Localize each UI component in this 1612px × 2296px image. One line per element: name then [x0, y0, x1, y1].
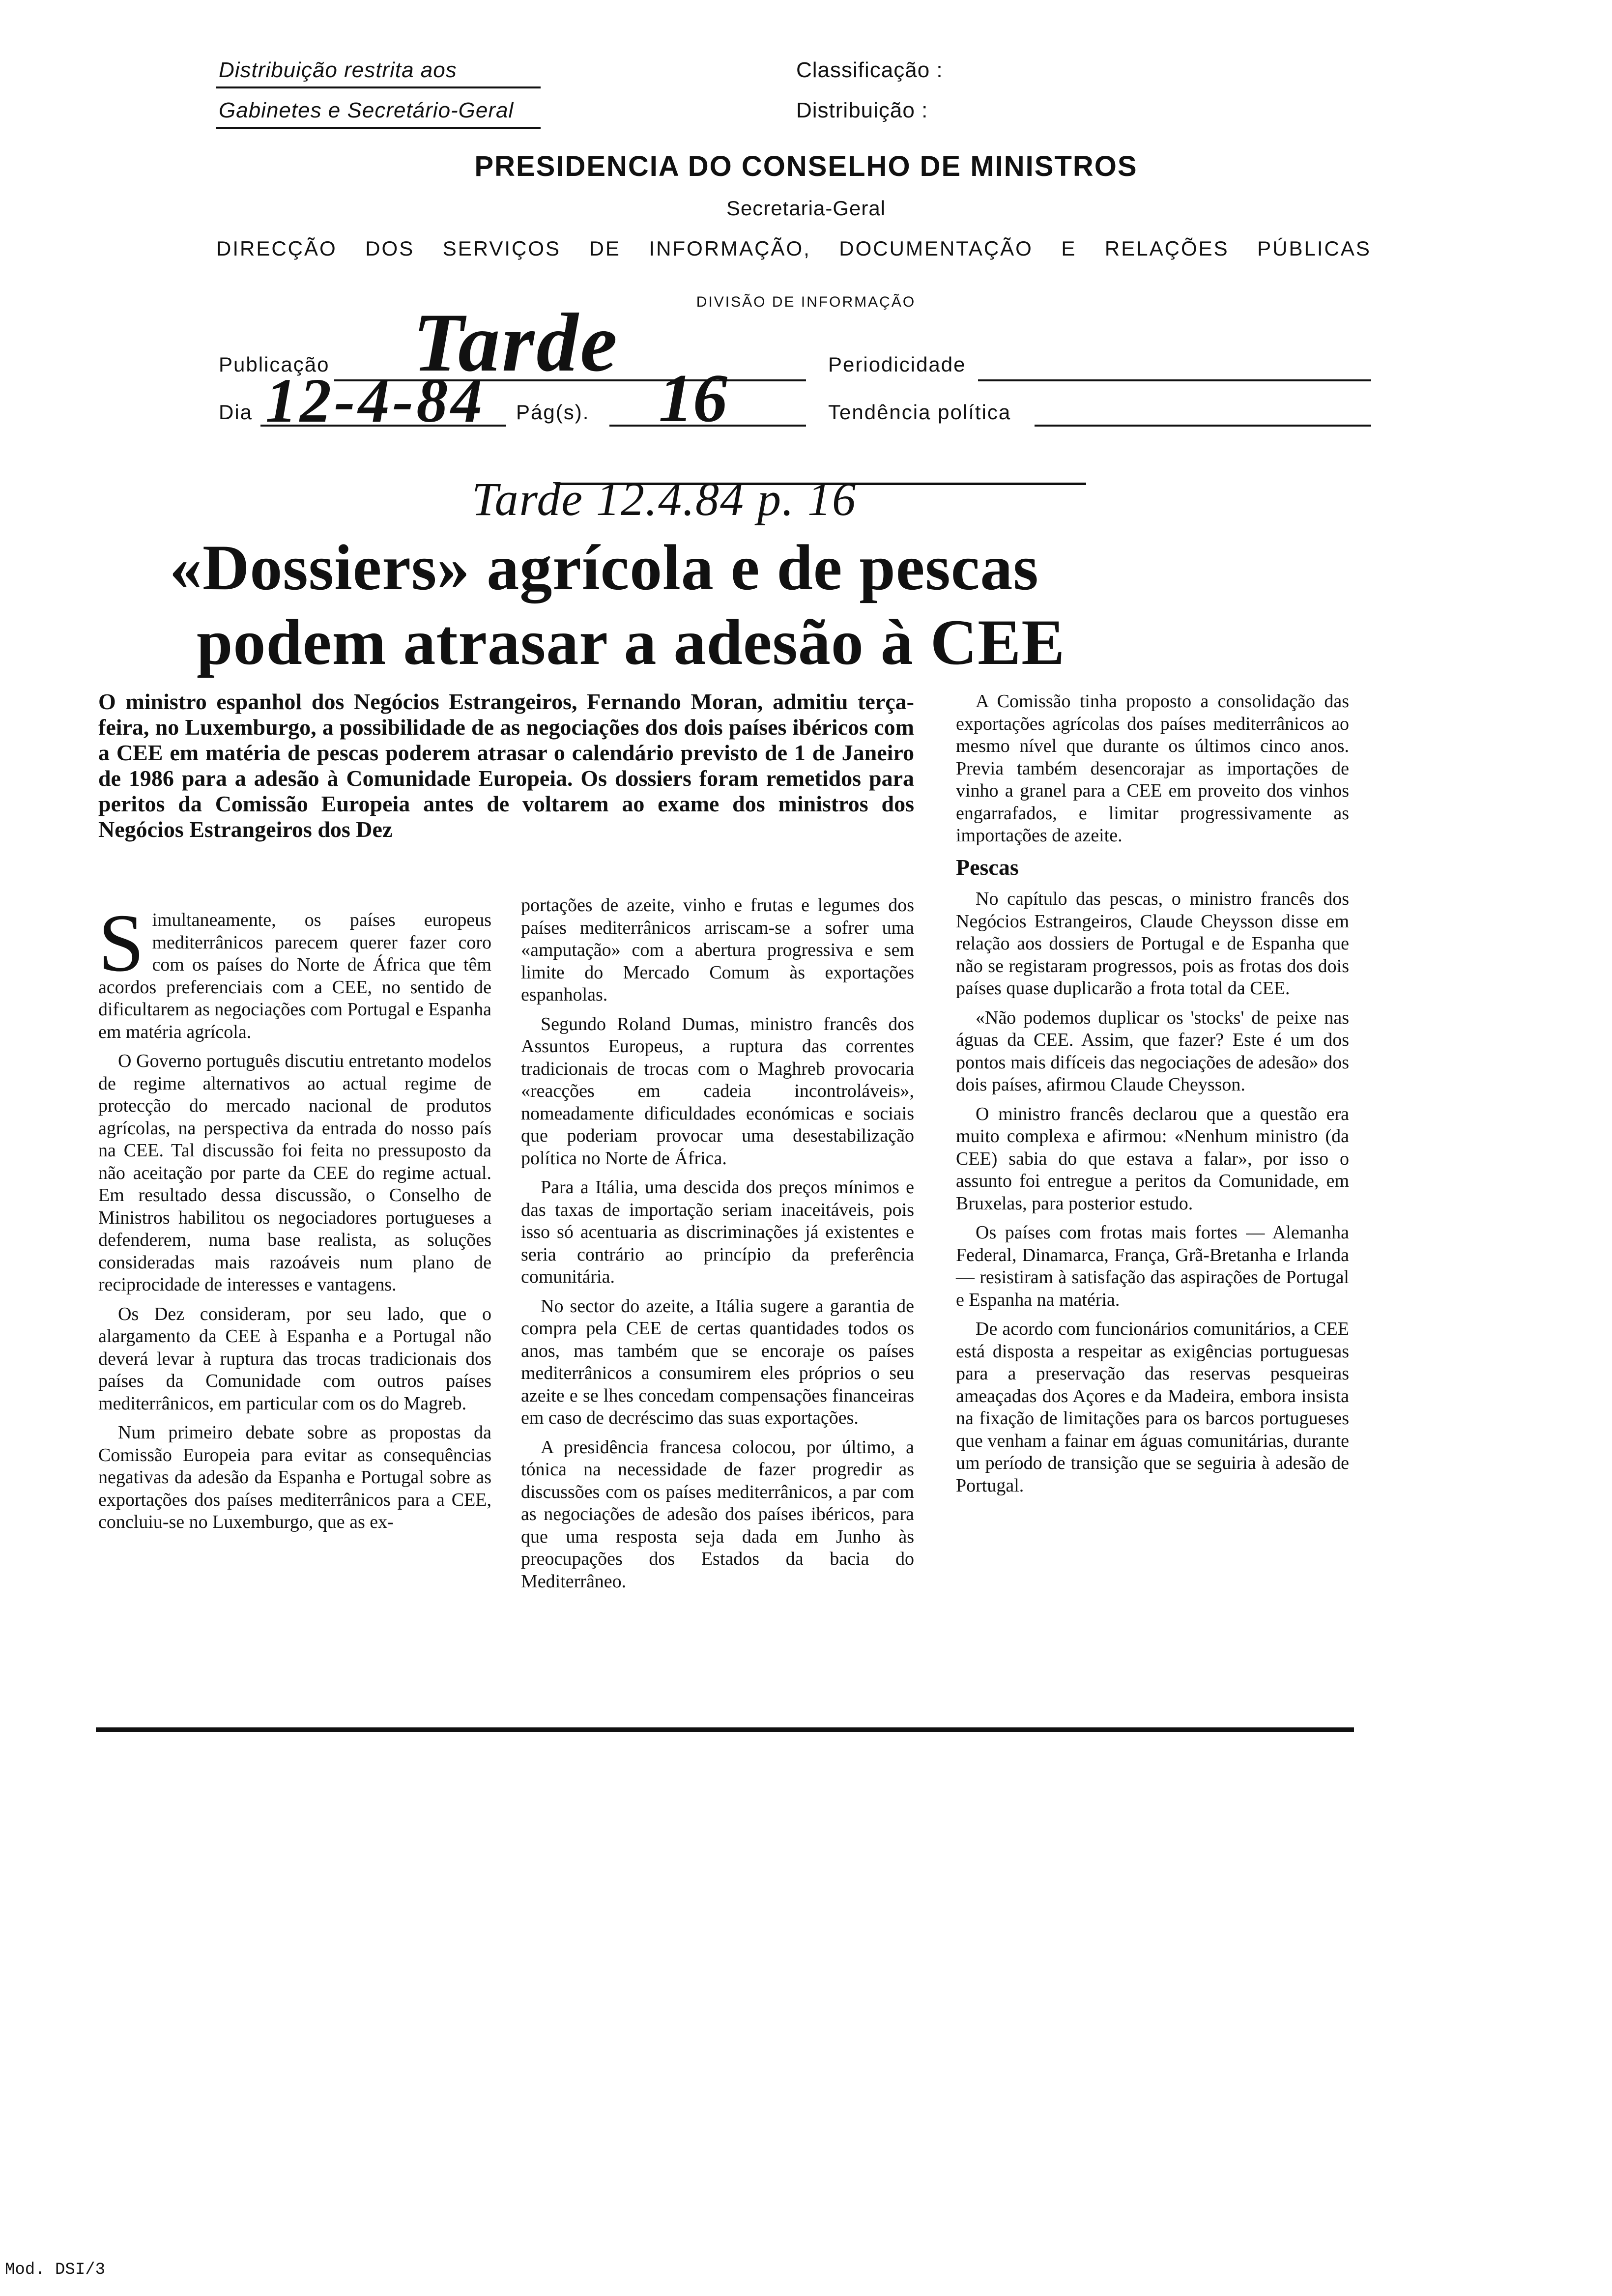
periodicity-label: Periodicidade: [828, 353, 966, 376]
directorate-line: [216, 237, 1371, 260]
distribution-label: Distribuição :: [796, 98, 928, 122]
article-paragraph: Os países com frotas mais fortes — Alemanha Federal, Dinamarca, França, Grã-Bretanha e Irlanda — resistiram à satisfação das aspirações de Portugal e Espanha na matéria.: [956, 1222, 1349, 1310]
article-paragraph: A Comissão tinha proposto a consolidação das exportações agrícolas dos países mediterrânicos ao mesmo nível que durante os últimos cinco anos. Previa também desencorajar as importações de vinho a granel para a CEE em proveito dos vinhos engarrafados, e limitar progressivamente as importações de azeite.: [956, 691, 1349, 846]
division-label: DIVISÃO DE INFORMAÇÃO: [696, 294, 916, 310]
directorate-word: DIRECÇÃO: [216, 237, 337, 260]
classification-label: Classificação :: [796, 58, 943, 82]
directorate-word: INFORMAÇÃO,: [649, 237, 811, 260]
article-paragraph: O Governo português discutiu entretanto modelos de regime alternativos ao actual regime de protecção do mercado nacional de produtos agrícolas, na perspectiva da entrada do nosso país na CEE. Tal discussão foi feita no pressuposto da não aceitação por parte da CEE do regime actual. Em resultado dessa discussão, o Conselho de Ministros habilitou os negociadores portugueses a defenderem, numa base realista, as soluções consideradas mais razoáveis num plano de reciprocidade de interesses e vantagens.: [98, 1051, 491, 1295]
article-paragraph: No sector do azeite, a Itália sugere a garantia de compra pela CEE de certas quantidades todos os anos, mas também que se encoraje os países mediterrânicos a consumirem eles próprios o seu azeite e se lhes concedam compensações financeiras em caso de decréscimo das suas exportações.: [521, 1295, 914, 1428]
pages-label: Pág(s).: [516, 401, 590, 424]
directorate-word: DE: [589, 237, 621, 260]
day-handwritten-value: 12-4-84: [265, 366, 486, 435]
article-paragraph: Num primeiro debate sobre as propostas da Comissão Europeia para evitar as consequências negativas da adesão da Espanha e Portugal sobre as exportações dos países mediterrânicos para a CEE, concluiu-se no Luxemburgo, que as ex-: [98, 1422, 491, 1532]
article-paragraph: [98, 897, 491, 1043]
headline-line-1: «Dossiers» agrícola e de pescas: [170, 531, 1039, 603]
political-tendency-field-line: [1035, 425, 1371, 427]
political-tendency-label: Tendência política: [828, 401, 1011, 424]
article-column-3: [956, 690, 1349, 1504]
directorate-word: E: [1061, 237, 1077, 260]
distribution-underline-1: [216, 86, 541, 88]
day-label: Dia: [219, 401, 253, 424]
publication-handwritten-value: Tarde: [413, 296, 619, 389]
article-paragraph: Os Dez consideram, por seu lado, que o alargamento da CEE à Espanha e a Portugal não deverá levar à ruptura das trocas tradicionais dos países da Comunidade com outros países mediterrânicos, em particular com os do Magreb.: [98, 1303, 491, 1414]
article-lead: O ministro espanhol dos Negócios Estrangeiros, Fernando Moran, admitiu terça-feira, no Luxemburgo, a possibilidade de as negociações dos dois países ibéricos com a CEE em matéria de pescas poderem atrasar o calendário previsto de 1 de Janeiro de 1986 para a adesão à Comunidade Europeia. Os dossiers foram remetidos para peritos da Comissão Europeia antes de voltarem ao exame dos ministros dos Negócios Estrangeiros dos Dez: [98, 689, 914, 842]
handwritten-annotation: Tarde 12.4.84 p. 16: [472, 473, 857, 525]
drop-cap: S: [98, 897, 144, 989]
article-paragraph: Segundo Roland Dumas, ministro francês dos Assuntos Europeus, a ruptura das correntes tradicionais de trocas com o Maghreb provocaria «reacções em cadeia incontroláveis», nomeadamente dificuldades económicas e sociais que poderiam provocar uma desestabilização política no Norte de África.: [521, 1013, 914, 1169]
article-column-1: [98, 897, 491, 1541]
article-paragraph: portações de azeite, vinho e frutas e legumes dos países mediterrânicos arriscam-se a sofrer uma «amputação» com a abertura progressiva e sem limite do Mercado Comum às exportações espanholas.: [521, 895, 914, 1005]
secretariat-subtitle: Secretaria-Geral: [726, 197, 886, 220]
article-paragraph: Para a Itália, uma descida dos preços mínimos e das taxas de importação seriam inaceitáveis, pois isso só acentuaria as discriminações já existentes e seria contrário ao princípio da preferência comunitária.: [521, 1177, 914, 1287]
directorate-word: SERVIÇOS: [442, 237, 561, 260]
directorate-word: PÚBLICAS: [1257, 237, 1371, 260]
article-paragraph: De acordo com funcionários comunitários, a CEE está disposta a respeitar as exigências portuguesas para a preservação das reservas pesqueiras ameaçadas dos Açores e da Madeira, embora insista na fixação de limitações para os barcos portugueses que venham a fainar em águas comunitárias, durante um período de transição que se seguiria à adesão de Portugal.: [956, 1319, 1349, 1496]
article-bottom-rule: [96, 1727, 1354, 1732]
article-paragraph: No capítulo das pescas, o ministro francês dos Negócios Estrangeiros, Claude Cheysson disse em relação aos dossiers de Portugal e de Espanha que não se registaram progressos, pois as frotas dos dois países quase duplicarão a frota total da CEE.: [956, 889, 1349, 999]
section-heading-pescas: Pescas: [956, 854, 1019, 880]
directorate-word: DOS: [365, 237, 415, 260]
paragraph-text: imultaneamente, os países europeus mediterrânicos parecem querer fazer coro com os países do Norte de África que têm acordos preferenciais com a CEE, no sentido de dificultarem as negociações com Portugal e Espanha em matéria agrícola.: [98, 910, 491, 1042]
distribution-underline-2: [216, 127, 541, 129]
article-paragraph: «Não podemos duplicar os 'stocks' de peixe nas águas da CEE. Assim, que fazer? Este é um dos pontos mais difíceis das negociações de adesão» dos dois países, afirmou Claude Cheysson.: [956, 1007, 1349, 1095]
institution-title: PRESIDENCIA DO CONSELHO DE MINISTROS: [474, 150, 1138, 182]
directorate-word: DOCUMENTAÇÃO: [839, 237, 1033, 260]
article-column-2: [521, 894, 914, 1600]
distribution-restriction-line2: Gabinetes e Secretário-Geral: [219, 98, 514, 122]
headline-line-2: podem atrasar a adesão à CEE: [197, 606, 1065, 678]
periodicity-field-line: [978, 379, 1371, 381]
directorate-word: RELAÇÕES: [1104, 237, 1229, 260]
publication-label: Publicação: [219, 353, 330, 376]
pages-handwritten-value: 16: [659, 360, 727, 436]
form-code-label: Mod. DSI/3: [5, 2261, 106, 2279]
article-paragraph: O ministro francês declarou que a questão era muito complexa e afirmou: «Nenhum ministro (da CEE) sabia do que estava a falar», por isso o assunto foi entregue a peritos da Comunidade, em Bruxelas, para posterior estudo.: [956, 1103, 1349, 1214]
article-paragraph: A presidência francesa colocou, por último, a tónica na necessidade de fazer progredir as discussões com os países mediterrânicos, a par com as negociações de adesão dos países ibéricos, para que uma resposta seja dada em Junho às preocupações dos Estados da bacia do Mediterrâneo.: [521, 1436, 914, 1592]
distribution-restriction-line1: Distribuição restrita aos: [219, 58, 457, 82]
